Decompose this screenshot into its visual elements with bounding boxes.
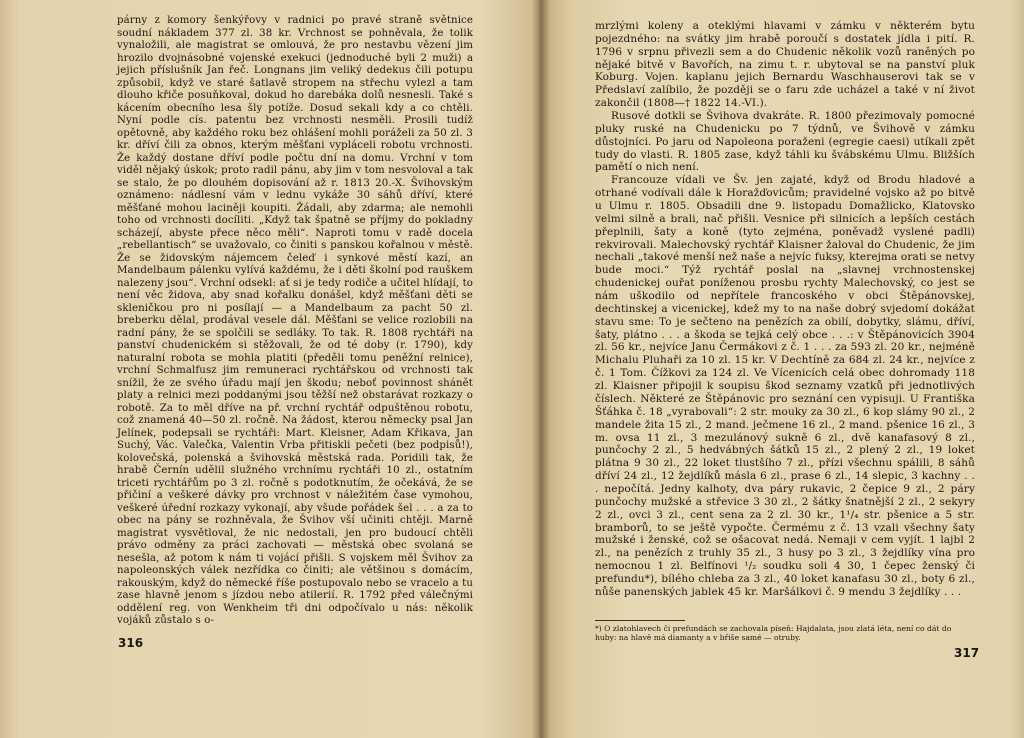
right-page-text	[595, 20, 975, 599]
right-page	[540, 0, 1024, 738]
page-number-left: 316	[118, 636, 144, 650]
footnote-rule	[595, 620, 685, 621]
left-page-text	[117, 15, 473, 628]
paragraph: Francouze vídali ve Šv. jen zajaté, když od Brodu hladové a otrhané vodívali dále k Horažďovicům; pravidelné vojsko až po bitvě u Ulmu r. 1805. Obsadili dne 9. listopadu Domažlicko, Klatovsko velmi silně a brali, nač přišli. Vesnice při silnicích a lepších cestách přeplnili, šaty a koně (tyto zejména, poněvadž vyslené padli) rekvirovali. Malechovský rychtář Klaisner žaloval do Chudenic, že jim nechali „takové menší než naše a nejvíc fuksy, kterejma orati se netvy bude moci.“ Týž rychtář poslal na „slavnej vrchnostenskej chudenickej ouřat poníženou prosbu rychty Malechovský, co jest se nám uškodilo od nepřítele francoského v obci Štěpánovskej, dechtinskej a vicenickej, kdež my to na naše dobrý svjedomí dokážat stavu sme: To je sečteno na penězích za obilí, dobytky, slámu, dříví, šaty, plátno . . . a škoda se tejká celý obce . . .: v Štěpánovicích 3904 zl. 56 kr., nejvíce Janu Čermákovi z č. 1 . . . za 593 zl. 20 kr., nejméně Michalu Pluhaři za 10 zl. 15 kr. V Dechtíně za 684 zl. 24 kr., nejvíce z č. 1 Tom. Čížkovi za 124 zl. Ve Vícenicích celá obec dohromady 118 zl. Klaisner připojil k soupisu škod seznamy vzatků při jednotlivých číslech. Některé ze Štěpánovic pro seznání cen vypisuji. U Františka Šťáhka č. 18 „vyrabovali“: 2 str. mouky za 30 zl., 6 kop slámy 90 zl., 2 mandele žita 15 zl., 2 mand. ječmene 16 zl., 2 mand. pšenice 16 zl., 3 m. ovsa 11 zl., 3 mezulánový sukně 6 zl., dvě kanafasový 8 zl., punčochy 2 zl., 5 hedvábných šátků 15 zl., 2 plený 2 zl., 19 loket plátna 9 30 zl., 22 loket tlustšího 7 zl., přízi všechnu spálili, 8 sáhů dříví 24 zl., 12 žejdlíků másla 6 zl., prase 6 zl., 14 slepic, 3 kachny . . . nepočítá. Jedny kalhoty, dva páry rukavic, 2 čepice 9 zl., 2 páry punčochy mužské a střevice 3 30 zl., 2 šátky šnatnější 2 zl., 2 sekyry 2 zl., ovci 3 zl., cent sena za 2 zl. 30 kr., 1¹/₄ str. pšenice a 5 str. bramborů, to se ještě vypočte. Čermému z č. 13 vzali všechny šaty mužské i ženské, což se ošacovat nedá. Nemaji v cem vyjít. 1 lajbl 2 zl., na penězích z truhly 35 zl., 3 husy po 3 zl., 3 žejdlíky vína pro nemocnou 1 zl. Belfínovi ¹/₂ soudku soli 4 30, 1 čepec ženský či prefundu*), bílého chleba za 3 zl., 40 loket kanafasu 30 zl., boty 6 zl., nůše panenských jablek 45 kr. Maršálkovi č. 9 mendu 3 žejdlíky . . .	[595, 174, 975, 598]
paragraph: mrzlými koleny a oteklými hlavami v zámku v některém bytu pojezdného: na svátky jim hrabě poroučí s dostatek jídla i pití. R. 1796 v srpnu přivezli sem a do Chudenic několik vozů raněných po nějaké bitvě v Bavořích, na zimu t. r. ubytoval se na panství pluk Koburg. Vojen. kaplanu jejich Bernardu Waschhauserovi tak se v Předslaví zalíbilo, že později se o faru zde ucházel a také v ní život zakončil (1808—† 1822 14.-VI.).	[595, 20, 975, 110]
footnote: *) O zlatohlavech či prefundách se zachovala píseň: Hajdalata, jsou zlatá léta, není co dát do huby: na hlavě má diamanty a v břiše samé — otruby.	[595, 624, 952, 643]
paragraph: Rusové dotkli se Švihova dvakráte. R. 1800 přezimovaly pomocné pluky ruské na Chudenicku po 7 týdnů, ve Švihově v zámku důstojníci. Po jaru od Napoleona poraženi (egregie caesi) utíkali zpět tudy do vlasti. R. 1805 zase, když táhli ku švábskému Ulmu. Bližších pamětí o nich není.	[595, 110, 975, 174]
book-gutter	[532, 0, 550, 738]
page-number-right: 317	[954, 646, 980, 660]
paragraph: párny z komory šenkýřovy v radnici po pravé straně světnice soudní nákladem 377 zl. 38 kr. Vrchnost se pohněvala, že tolik vynaložili, ale magistrat se omlouvá, že pro nestavbu vězení jim hrozilo dvojnásobné vojenské exekuci (jednoduché byli 2 muži) a jejich příslušník Jan řeč. Longnans jim veliký dedekus čili potupu způsobil, když ve staré šatlavě stropem na střechu vylezl a tam dlouho křiče posuňkoval, dokud ho darebáka dolů nesnesli. Také s kácením obecního lesa šly potíže. Dosud sekali kdy a co chtěli. Nyní podle cís. patentu bez vrchnosti nesměli. Prosili tudíž opětovně, aby každého roku bez ohlášení mohli poráželi za 50 zl. 3 kr. dříví čili za obnos, kterým měšťani vypláceli robotu vrchnosti. Že každý dostane dříví podle počtu dní na domu. Vrchní v tom viděl nějaký úskok; proto radil pánu, aby jim v tom nesvoloval a tak se stalo, že po dlouhém dopisování až r. 1813 20.-X. Švihovským oznámeno: nádlesní vám v lednu vykáže 30 sáhů dříví, které měšťané mohou laciněji koupiti. Žádali, aby zdarma; ale nemohli toho od vrchnosti docíliti. „Když tak špatně se příjmy do pokladny scházejí, abyste přece něco měli“. Naproti tomu v radě docela „rebellantisch“ se uvažovalo, co činiti s panskou kořalnou v městě. Že se židovským nájemcem čeleď i synkové městí kazí, an Mandelbaum pálenku vylívá každému, že i děti školní pod rauškem nalezeny jsou“. Vrchní odsekl: ať si je tedy rodiče a učitel hlídají, to není věc židova, aby snad kořalku donášel, když měšťani děti se skleničkou pro ni posílají — a Mandelbaum za pacht 50 zl. breberku dělal, prodával vesele dál. Měšťani se velice rozlobili na radní pány, že se spolčili se sedláky. To tak. R. 1808 rychtáři na panství chudenickém si stěžovali, že od té doby (r. 1790), kdy naturalní robota se mohla platiti (předěli tomu peněžní relnice), vrchní Schmalfusz jim remuneraci rychtářskou od vrchnosti tak snížil, že ze svého úřadu mají jen škodu; neboť povinnost shánět platy a relnici mezi poddanými jsou těžší než obstarávat rozkazy o robotě. Za to měl dříve na př. vrchní rychtář odpuštěnou robotu, což znamená 40—50 zl. ročně. Na žádost, kterou německy psal Jan Jelínek, podepsali se rychtáři: Mart. Kleisner, Adam Křikava, Jan Suchý, Vác. Valečka, Valentin Vrba přitiskli pečeti (bez podpisů!), kolovečská, polenská a švihovská městská rada. Poridili tak, že hrabě Černín udělil služného vrchnímu rychtáři 10 zl., ostatním triceti rychtářům po 3 zl. ročně s podotknutím, že očekává, že se přičiní a veškeré dávky pro vrchnost v náležitém čase vymohou, veškeré úřední rozkazy vykonají, aby všude pořádek šel . . . a za to obec na pány se rozhněvala, že Švihov vší učiniti chtěji. Marně magistrat vysvětloval, že nic nedostali, jen pro budoucí chtěli právo odměny za práci zachovati — městská obec svolaná se nesešla, až potom k nám ti vojácí přišli. S vojskem měl Švihov za napoleonských válek nezřídka co činiti; ale většinou s domácím, rakouským, když do německé říše postupovalo nebo se vracelo a tu zase hlavně jenom s jízdou nebo atilerií. R. 1792 před válečnými oddělení reg. von Wenkheim tři dni odpočívalo u nás: několik vojáků zůstalo s o-	[117, 15, 473, 626]
